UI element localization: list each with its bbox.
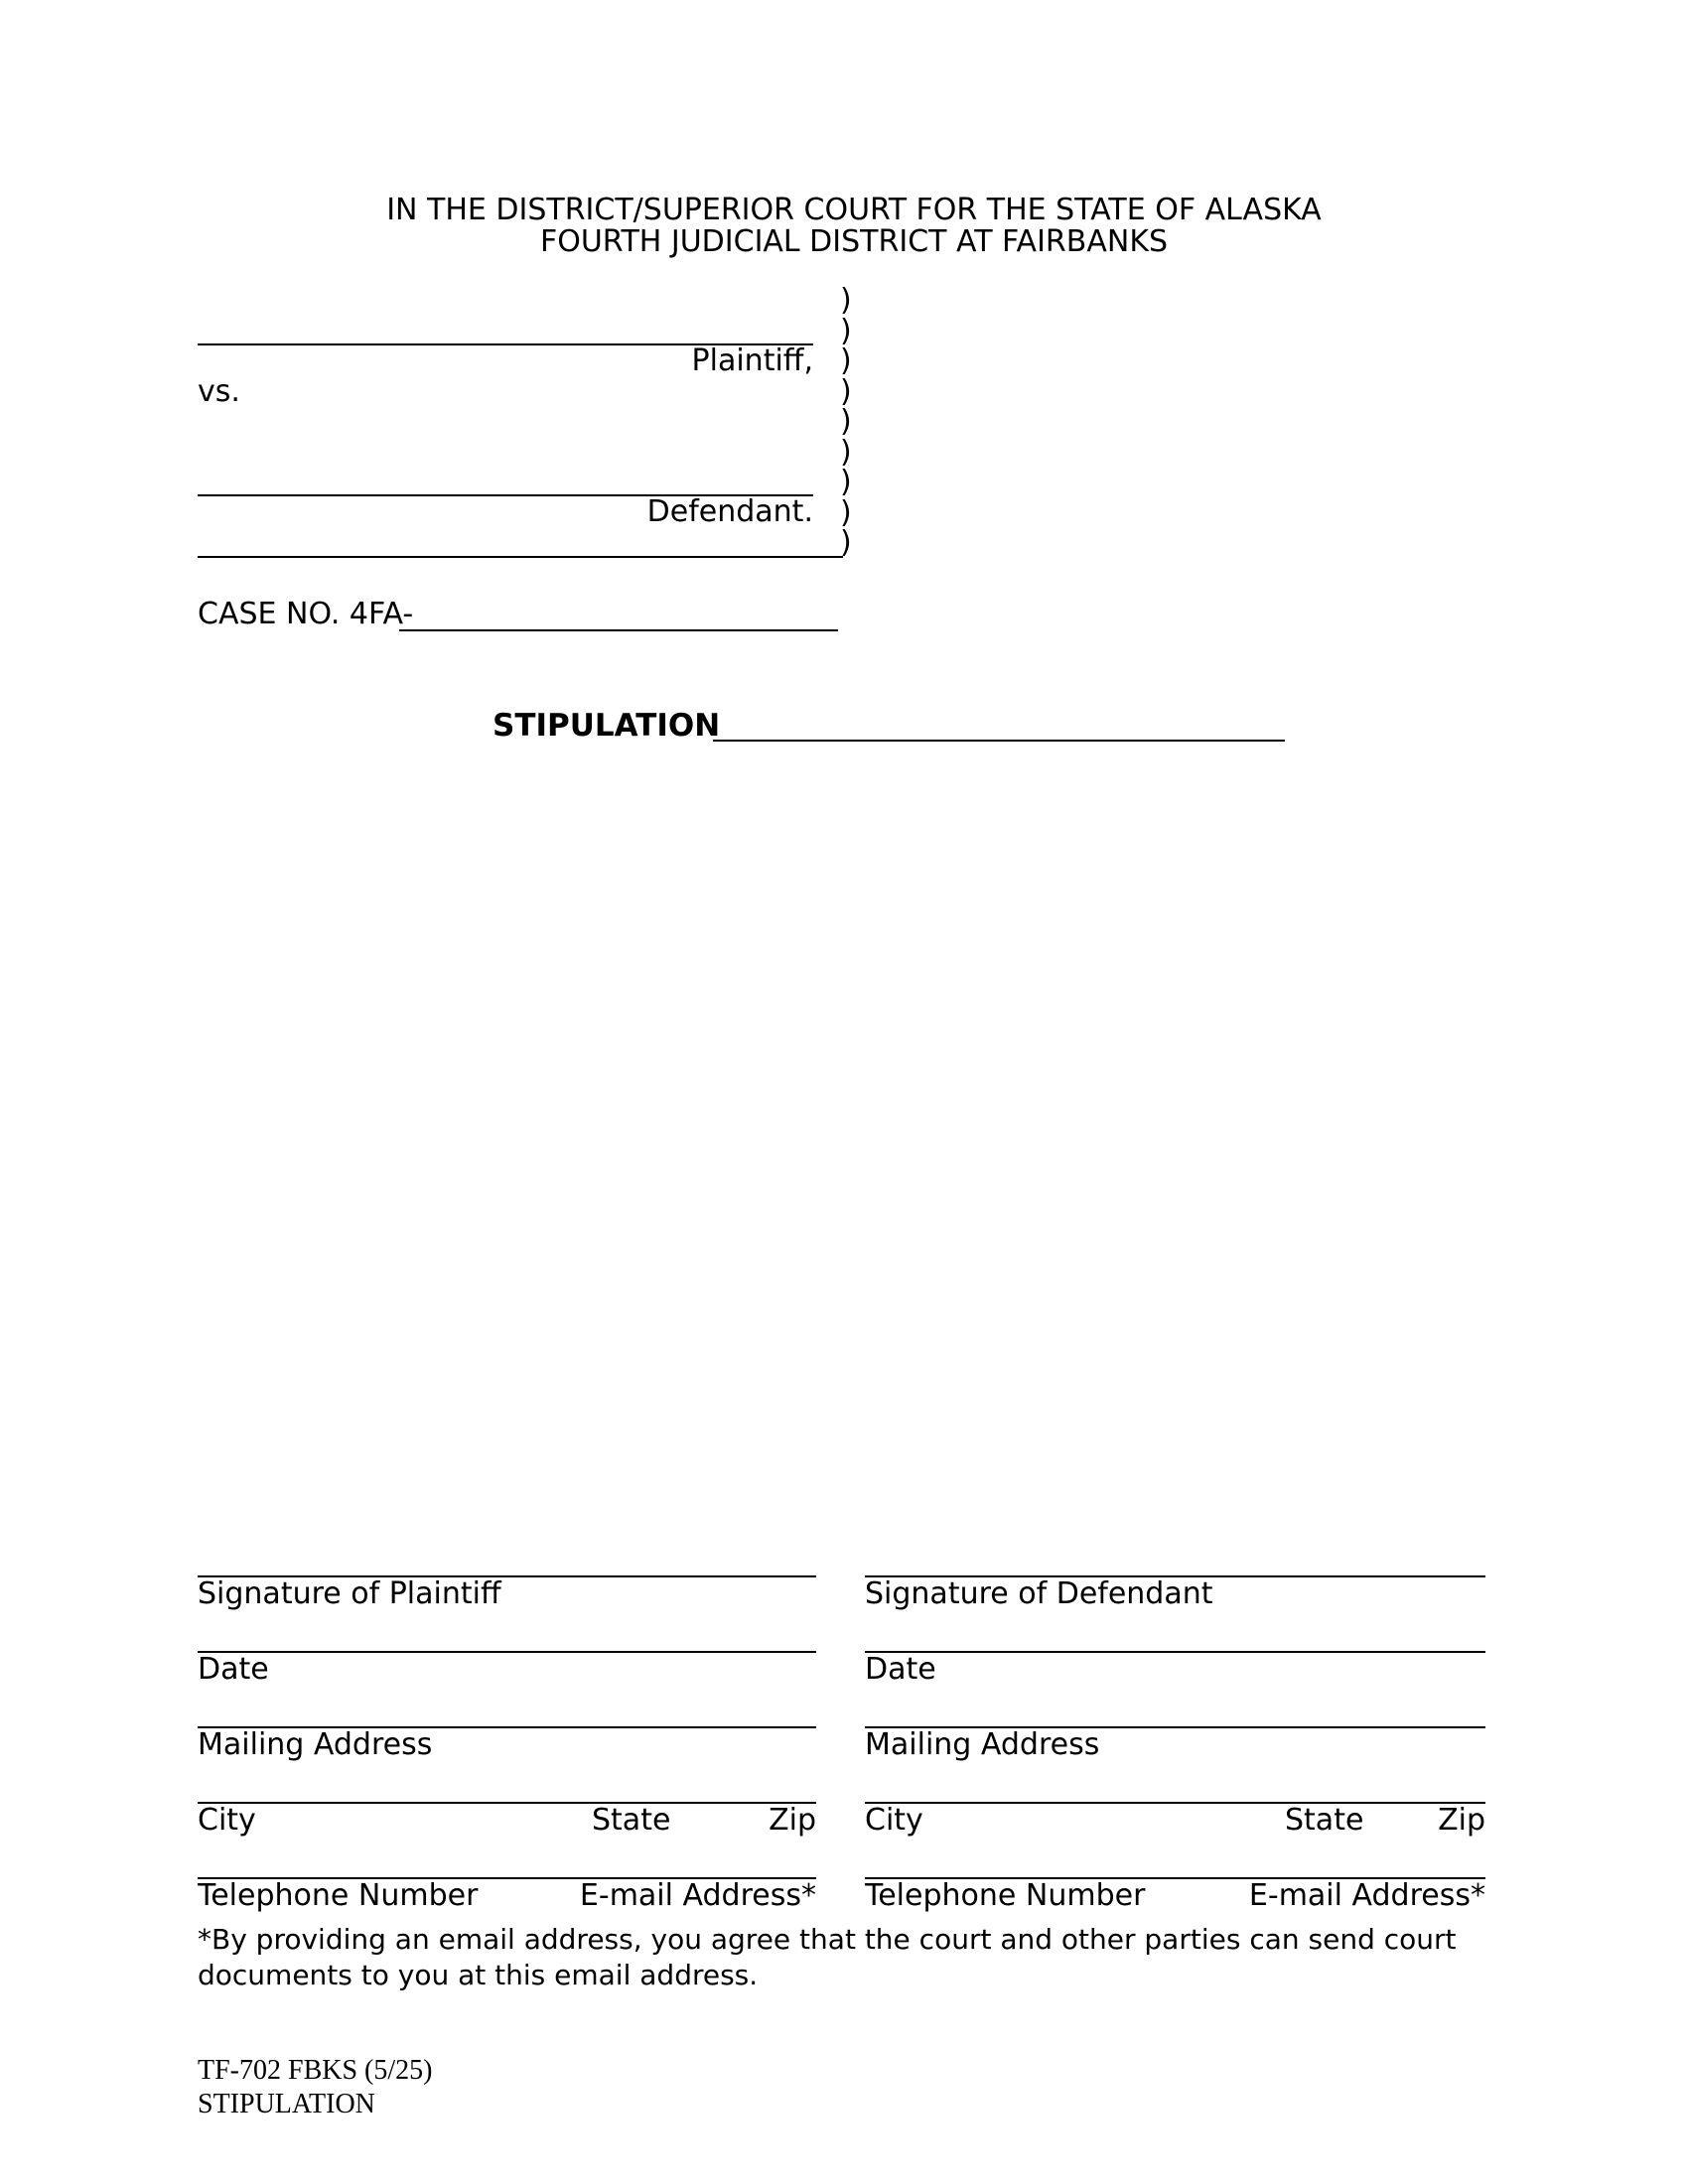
caption-parentheses: ) ) ) ) ) ) ) ) ) — [840, 283, 852, 560]
defendant-date-line[interactable] — [865, 1651, 1485, 1653]
defendant-date-label: Date — [865, 1652, 936, 1687]
plaintiff-city-label: City — [198, 1803, 256, 1838]
plaintiff-phone-label: Telephone Number — [198, 1878, 479, 1913]
defendant-email-label: E-mail Address* — [1248, 1878, 1485, 1913]
email-note-line2: documents to you at this email address. — [198, 1959, 759, 1991]
defendant-phone-label: Telephone Number — [865, 1878, 1146, 1913]
caption-bottom-rule — [198, 556, 843, 558]
defendant-state-label: State — [1285, 1803, 1364, 1838]
plaintiff-date-line[interactable] — [198, 1651, 816, 1653]
plaintiff-state-label: State — [592, 1803, 671, 1838]
case-number-label: CASE NO. 4FA- — [198, 597, 414, 631]
form-name: STIPULATION — [198, 2089, 375, 2119]
plaintiff-date-label: Date — [198, 1652, 269, 1687]
defendant-city-label: City — [865, 1803, 923, 1838]
defendant-label: Defendant. — [646, 494, 813, 529]
stipulation-subject-field[interactable] — [713, 740, 1285, 742]
defendant-zip-label: Zip — [1438, 1803, 1485, 1838]
defendant-address-label: Mailing Address — [865, 1727, 1100, 1762]
plaintiff-zip-label: Zip — [769, 1803, 816, 1838]
court-name-line: IN THE DISTRICT/SUPERIOR COURT FOR THE STATE OF ALASKA — [386, 193, 1322, 227]
email-note-line1: *By providing an email address, you agree that the court and other parties can send court — [198, 1923, 1457, 1956]
plaintiff-signature-label: Signature of Plaintiff — [198, 1576, 501, 1611]
vs-label: vs. — [198, 374, 240, 409]
plaintiff-address-label: Mailing Address — [198, 1727, 433, 1762]
case-number-field[interactable] — [399, 629, 838, 631]
plaintiff-label: Plaintiff, — [691, 343, 813, 378]
plaintiff-email-label: E-mail Address* — [579, 1878, 816, 1913]
stipulation-title: STIPULATION — [492, 708, 721, 744]
form-number: TF-702 FBKS (5/25) — [198, 2055, 433, 2086]
defendant-signature-label: Signature of Defendant — [865, 1576, 1213, 1611]
district-line: FOURTH JUDICIAL DISTRICT AT FAIRBANKS — [539, 224, 1169, 259]
